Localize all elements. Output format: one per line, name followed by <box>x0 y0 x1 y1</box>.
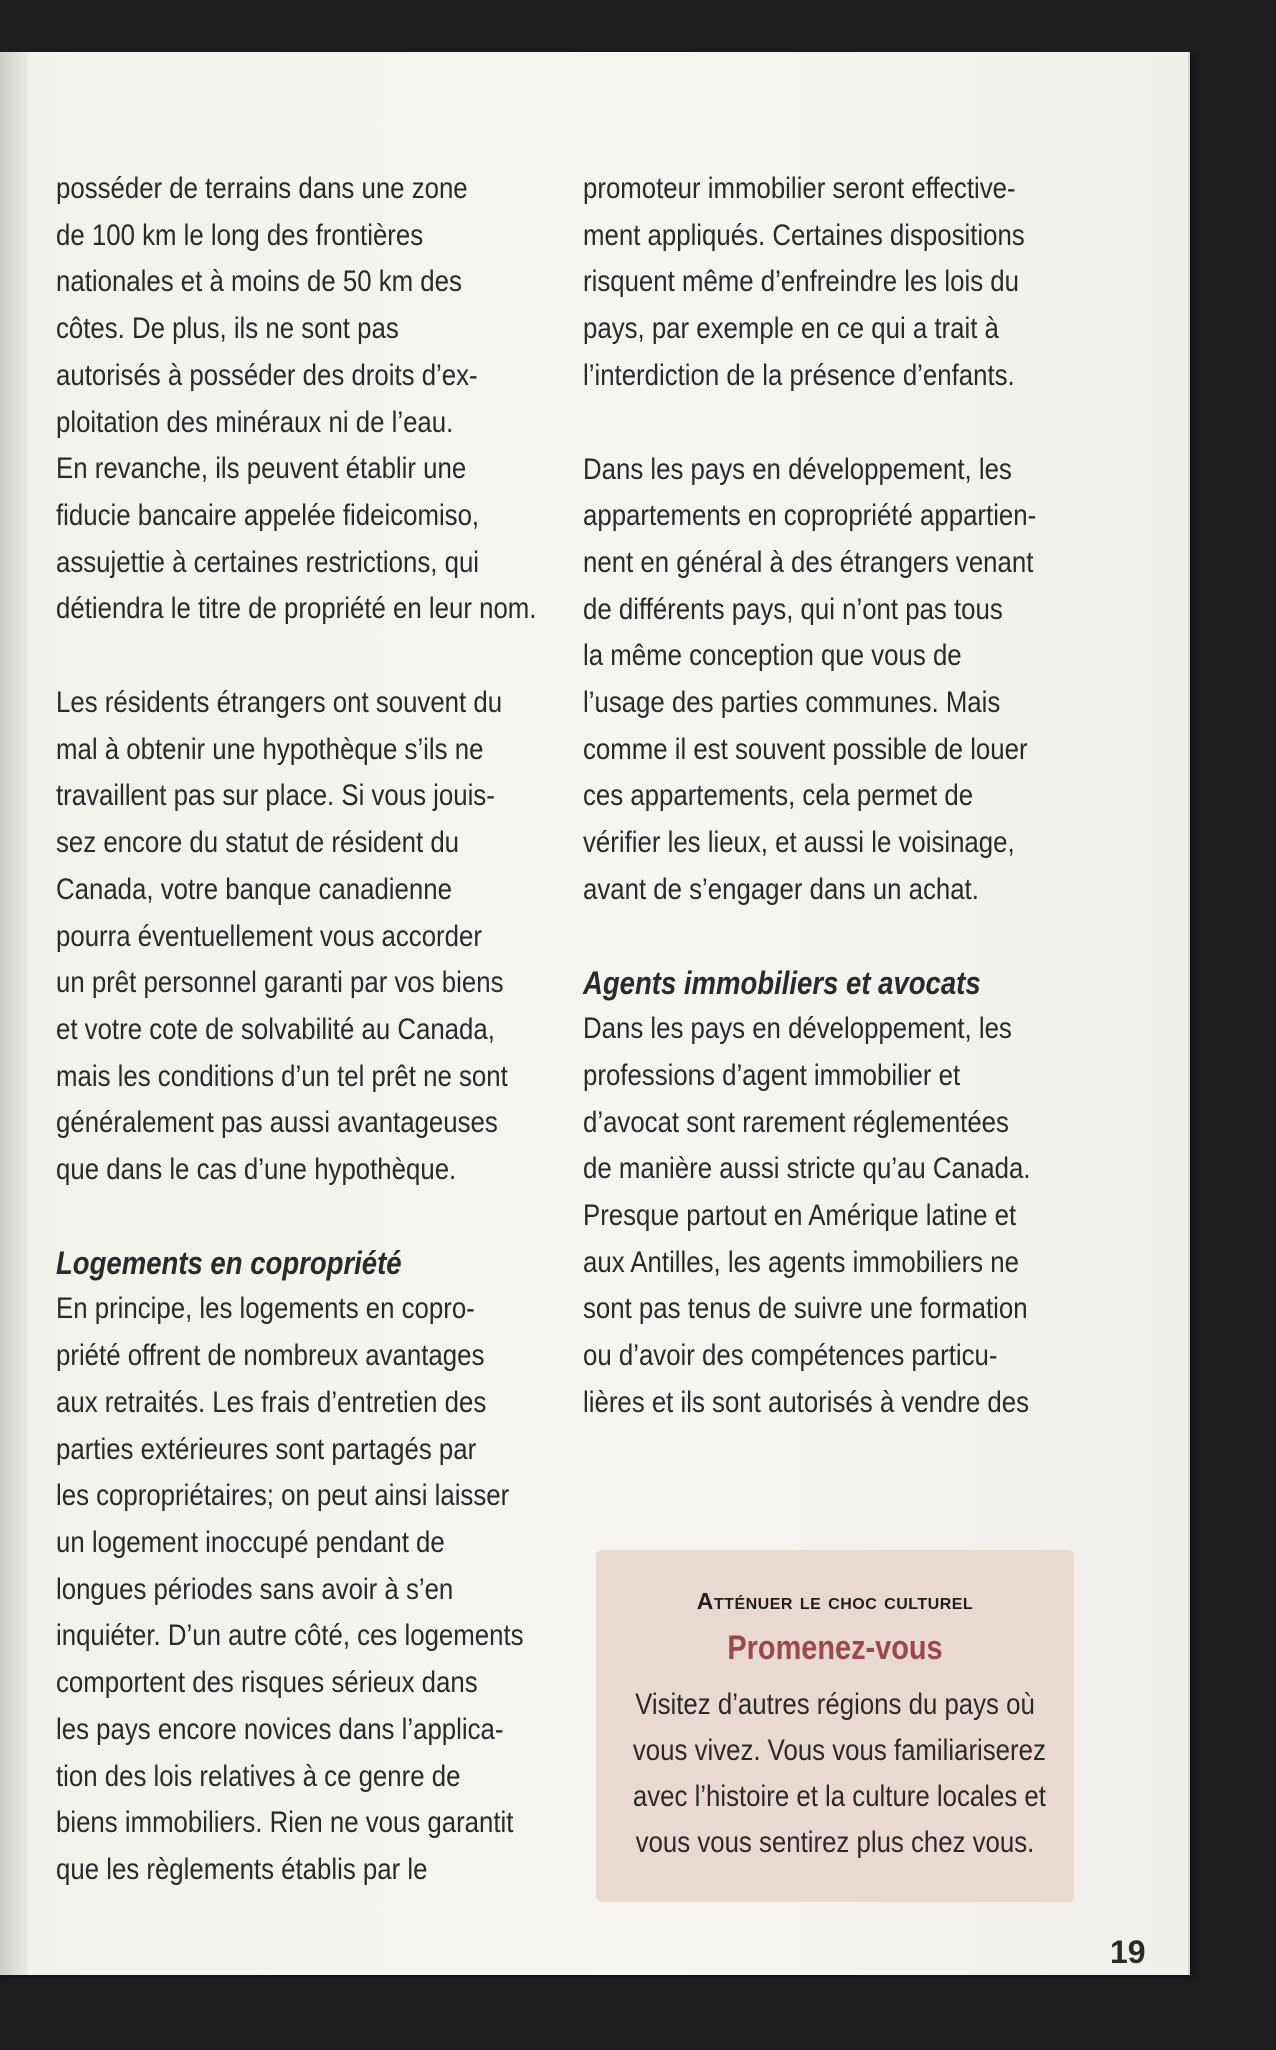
text-line: de 100 km le long des frontières <box>56 218 424 252</box>
sidebar-body <box>632 1682 1046 1866</box>
text-line: de manière aussi stricte qu’au Canada. <box>583 1152 1031 1186</box>
text-line: promoteur immobilier seront effective- <box>583 172 1016 205</box>
text-line: nationales et à moins de 50 km des <box>56 265 462 299</box>
text-line: d’avocat sont rarement réglementées <box>583 1105 1009 1139</box>
text-line: que les règlements établis par le <box>56 1852 428 1886</box>
book-page <box>0 52 1190 1975</box>
text-line: assujettie à certaines restrictions, qui <box>56 545 480 579</box>
text-line: biens immobiliers. Rien ne vous garantit <box>56 1806 514 1840</box>
text-line: professions d’agent immobilier et <box>583 1058 961 1092</box>
text-line: aux Antilles, les agents immobiliers ne <box>583 1245 1019 1279</box>
sidebar-title: Promenez-vous <box>727 1629 943 1667</box>
text-line: l’interdiction de la présence d’enfants. <box>583 358 1015 392</box>
text-line: un prêt personnel garanti par vos biens <box>56 966 504 1000</box>
page-spine-edge <box>0 52 28 1975</box>
text-line: nent en général à des étrangers venant <box>583 545 1034 579</box>
text-line: de différents pays, qui n’ont pas tous <box>583 592 1003 626</box>
text-line: longues périodes sans avoir à s’en <box>56 1572 454 1606</box>
text-line: détiendra le titre de propriété en leur nom. <box>56 592 537 626</box>
left-paragraph-2 <box>56 680 508 1194</box>
text-line: Dans les pays en développement, les <box>583 452 1012 486</box>
text-line: sont pas tenus de suivre une formation <box>583 1292 1028 1326</box>
section-heading-agents: Agents immobiliers et avocats <box>583 964 981 1001</box>
text-line: Presque partout en Amérique latine et <box>583 1199 1017 1233</box>
text-line: vous vous sentirez plus chez vous. <box>635 1826 1035 1859</box>
text-line: la même conception que vous de <box>583 639 962 673</box>
text-line: vérifier les lieux, et aussi le voisinage, <box>583 826 1015 860</box>
text-line: pays, par exemple en ce qui a trait à <box>583 312 999 346</box>
right-column <box>583 166 1037 1427</box>
right-paragraph-2 <box>583 447 1037 914</box>
text-line: l’usage des parties communes. Mais <box>583 686 1001 720</box>
section-heading-condos: Logements en copropriété <box>56 1244 402 1281</box>
text-line: Dans les pays en développement, les <box>583 1012 1012 1046</box>
text-line: que dans le cas d’une hypothèque. <box>56 1153 457 1187</box>
text-line: posséder de terrains dans une zone <box>56 172 468 205</box>
left-column <box>56 166 537 1894</box>
text-line: avec l’histoire et la culture locales et <box>632 1780 1046 1813</box>
text-line: fiducie bancaire appelée fideicomiso, <box>56 498 480 532</box>
text-line: autorisés à posséder des droits d’ex- <box>56 358 478 392</box>
text-line: priété offrent de nombreux avantages <box>56 1339 485 1373</box>
text-line: mais les conditions d’un tel prêt ne sont <box>56 1059 508 1093</box>
text-line: ces appartements, cela permet de <box>583 779 974 813</box>
text-line: sez encore du statut de résident du <box>56 826 460 860</box>
text-line: ploitation des minéraux ni de l’eau. <box>56 405 454 439</box>
text-line: lières et ils sont autorisés à vendre des <box>583 1385 1030 1419</box>
text-line: En revanche, ils peuvent établir une <box>56 452 467 486</box>
text-line: inquiéter. D’un autre côté, ces logements <box>56 1619 524 1653</box>
left-paragraph-1 <box>56 166 537 633</box>
text-line: généralement pas aussi avantageuses <box>56 1106 498 1140</box>
text-line: côtes. De plus, ils ne sont pas <box>56 312 399 346</box>
text-line: pourra éventuellement vous accorder <box>56 919 482 953</box>
text-line: appartements en copropriété appartien- <box>583 499 1037 533</box>
text-line: Canada, votre banque canadienne <box>56 872 452 906</box>
text-line: travaillent pas sur place. Si vous jouis- <box>56 779 495 813</box>
right-paragraph-1 <box>583 166 1025 400</box>
right-paragraph-3 <box>583 1006 1031 1426</box>
culture-shock-sidebar <box>596 1550 1074 1902</box>
text-line: ment appliqués. Certaines dispositions <box>583 218 1025 252</box>
text-line: vous vivez. Vous vous familiariserez <box>632 1734 1046 1767</box>
text-line: risquent même d’enfreindre les lois du <box>583 265 1019 299</box>
text-line: les pays encore novices dans l’applica- <box>56 1712 504 1746</box>
text-line: avant de s’engager dans un achat. <box>583 872 979 906</box>
text-line: En principe, les logements en copro- <box>56 1292 475 1326</box>
text-line: un logement inoccupé pendant de <box>56 1525 445 1559</box>
text-line: mal à obtenir une hypothèque s’ils ne <box>56 732 484 766</box>
text-line: Visitez d’autres régions du pays où <box>635 1688 1035 1721</box>
text-line: les copropriétaires; on peut ainsi laisser <box>56 1479 510 1513</box>
text-line: parties extérieures sont partagés par <box>56 1432 477 1466</box>
text-line: comportent des risques sérieux dans <box>56 1666 478 1700</box>
text-line: tion des lois relatives à ce genre de <box>56 1759 461 1793</box>
text-line: comme il est souvent possible de louer <box>583 732 1028 766</box>
text-line: aux retraités. Les frais d’entretien des <box>56 1385 487 1419</box>
text-line: Les résidents étrangers ont souvent du <box>56 686 503 720</box>
text-line: ou d’avoir des compétences particu- <box>583 1339 998 1373</box>
sidebar-label: Atténuer le choc culturel <box>696 1588 974 1614</box>
text-line: et votre cote de solvabilité au Canada, <box>56 1012 495 1046</box>
page-number: 19 <box>1110 1934 1146 1970</box>
left-paragraph-3 <box>56 1286 524 1893</box>
